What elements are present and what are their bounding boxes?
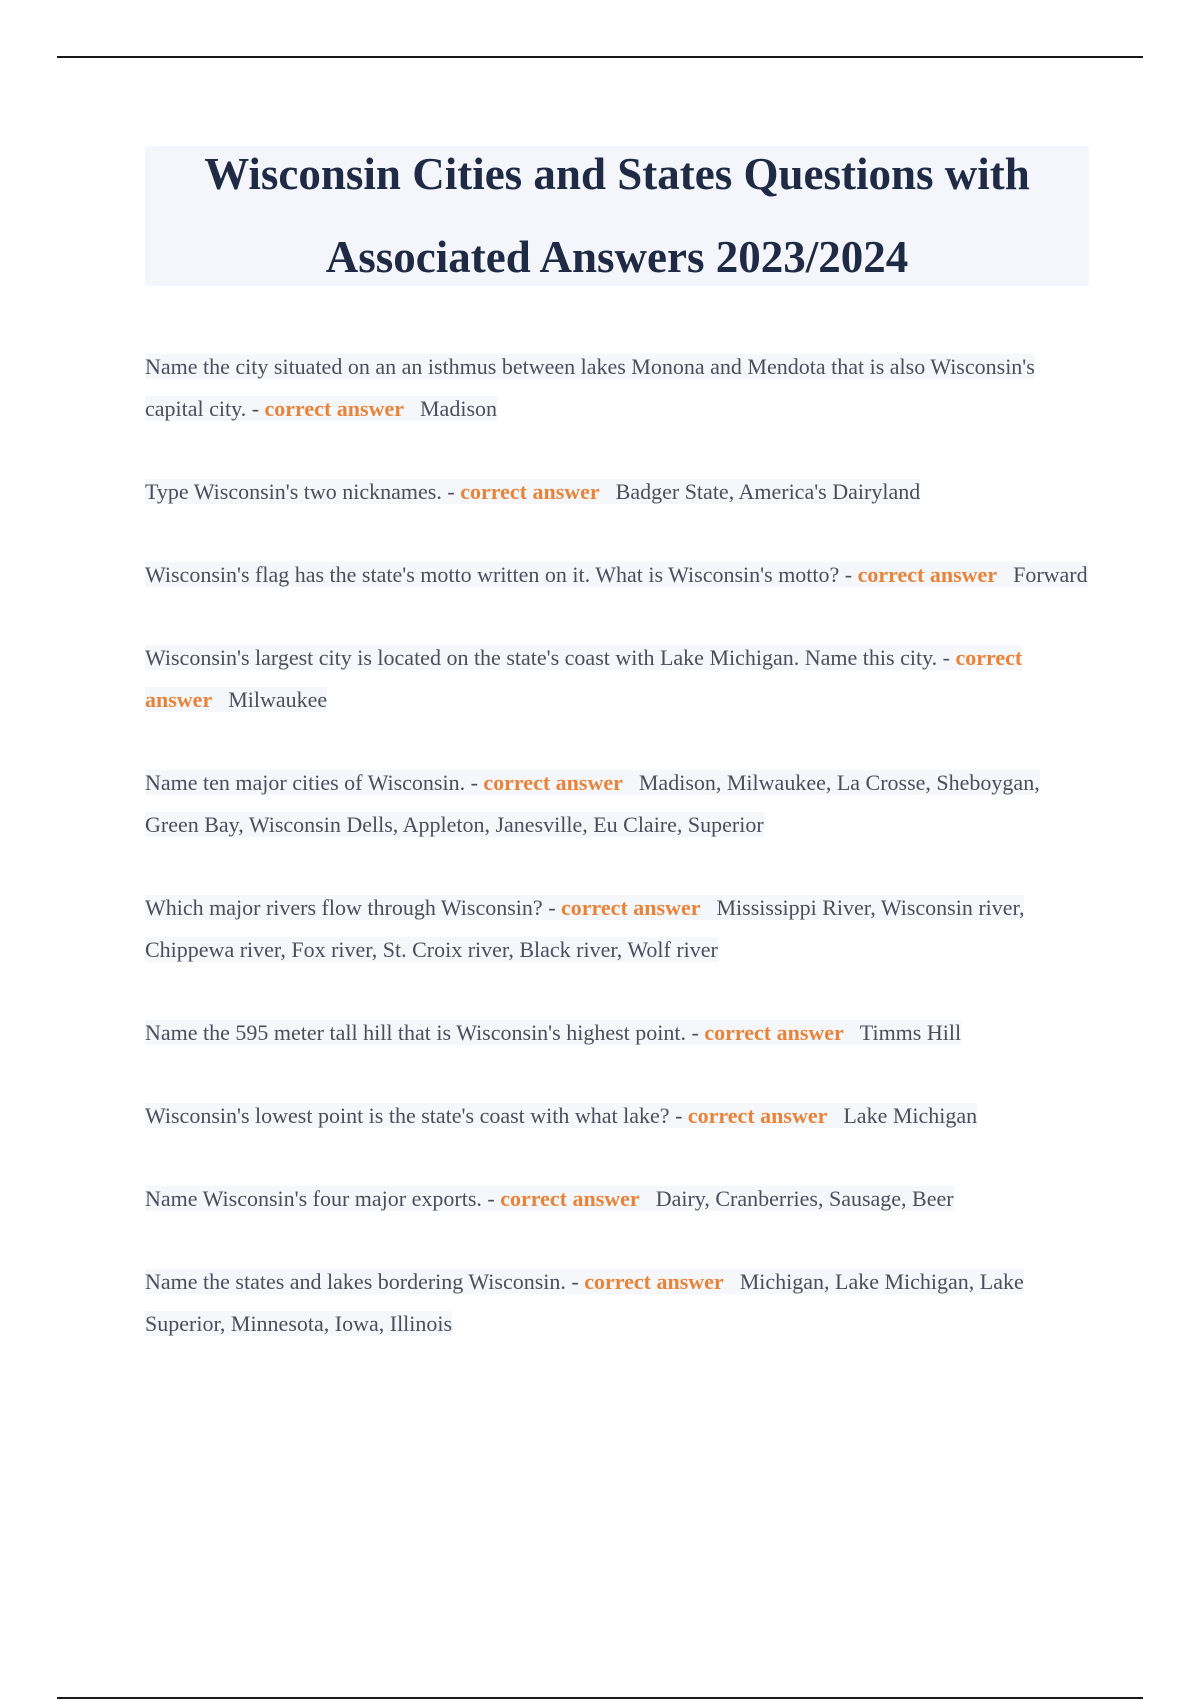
question-text: Name the states and lakes bordering Wisconsin. bbox=[145, 1269, 566, 1294]
answer-text: Lake Michigan bbox=[843, 1103, 978, 1128]
page-title: Wisconsin Cities and States Questions with Associated Answers 2023/2024 bbox=[204, 149, 1030, 282]
separator: - bbox=[481, 1186, 501, 1211]
qa-item bbox=[145, 762, 1095, 846]
question-text: Name the city situated on an an isthmus between lakes Monona and Mendota that is also Wisconsin's capital city. bbox=[145, 354, 1035, 421]
separator: - bbox=[686, 1020, 705, 1045]
separator: - bbox=[441, 479, 461, 504]
answer-text: Forward bbox=[1013, 562, 1088, 587]
correct-answer-label: correct answer bbox=[704, 1020, 844, 1045]
question-text: Wisconsin's largest city is located on the state's coast with Lake Michigan. Name this city. bbox=[145, 645, 938, 670]
answer-text: Milwaukee bbox=[228, 687, 328, 712]
qa-item bbox=[145, 1178, 1095, 1220]
answer-text: Timms Hill bbox=[859, 1020, 962, 1045]
qa-item bbox=[145, 346, 1095, 430]
qa-item bbox=[145, 1095, 1095, 1137]
answer-text: Michigan, Lake Michigan, Lake Superior, Minnesota, Iowa, Illinois bbox=[145, 1269, 1024, 1336]
answer-text: Mississippi River, Wisconsin river, Chippewa river, Fox river, St. Croix river, Black river, Wolf river bbox=[145, 895, 1025, 962]
separator: - bbox=[839, 562, 858, 587]
correct-answer-label: correct answer bbox=[264, 396, 404, 421]
qa-item bbox=[145, 554, 1095, 596]
question-text: Type Wisconsin's two nicknames. bbox=[145, 479, 442, 504]
answer-text: Madison bbox=[420, 396, 497, 421]
qa-item bbox=[145, 1261, 1095, 1345]
correct-answer-label: correct answer bbox=[483, 770, 623, 795]
question-text: Name the 595 meter tall hill that is Wisconsin's highest point. bbox=[145, 1020, 686, 1045]
bottom-rule bbox=[57, 1697, 1143, 1699]
correct-answer-label: correct answer bbox=[561, 895, 701, 920]
correct-answer-label: correct answer bbox=[857, 562, 998, 587]
correct-answer-label: correct answer bbox=[500, 1186, 640, 1211]
correct-answer-label: correct answer bbox=[460, 479, 600, 504]
question-text: Name Wisconsin's four major exports. bbox=[145, 1186, 482, 1211]
question-text: Wisconsin's lowest point is the state's coast with what lake? bbox=[145, 1103, 670, 1128]
answer-text: Badger State, America's Dairyland bbox=[615, 479, 921, 504]
answer-text: Dairy, Cranberries, Sausage, Beer bbox=[655, 1186, 954, 1211]
correct-answer-label: correct answer bbox=[687, 1103, 828, 1128]
correct-answer-label: correct answer bbox=[584, 1269, 724, 1294]
qa-list bbox=[145, 346, 1095, 1386]
question-text: Wisconsin's flag has the state's motto written on it. What is Wisconsin's motto? bbox=[145, 562, 840, 587]
answer-text: Madison, Milwaukee, La Crosse, Sheboygan, Green Bay, Wisconsin Dells, Appleton, Janesville, Eu Claire, Superior bbox=[145, 770, 1040, 837]
qa-item bbox=[145, 637, 1095, 721]
question-text: Name ten major cities of Wisconsin. bbox=[145, 770, 466, 795]
qa-item bbox=[145, 1012, 1095, 1054]
separator: - bbox=[465, 770, 484, 795]
separator: - bbox=[246, 396, 265, 421]
question-text: Which major rivers flow through Wisconsin? bbox=[145, 895, 543, 920]
qa-item bbox=[145, 887, 1095, 971]
correct-answer-label: correct answer bbox=[145, 645, 1023, 712]
top-rule bbox=[57, 56, 1143, 58]
separator: - bbox=[565, 1269, 585, 1294]
separator: - bbox=[669, 1103, 688, 1128]
separator: - bbox=[937, 645, 956, 670]
separator: - bbox=[542, 895, 562, 920]
title-banner bbox=[145, 146, 1089, 286]
qa-item bbox=[145, 471, 1095, 513]
